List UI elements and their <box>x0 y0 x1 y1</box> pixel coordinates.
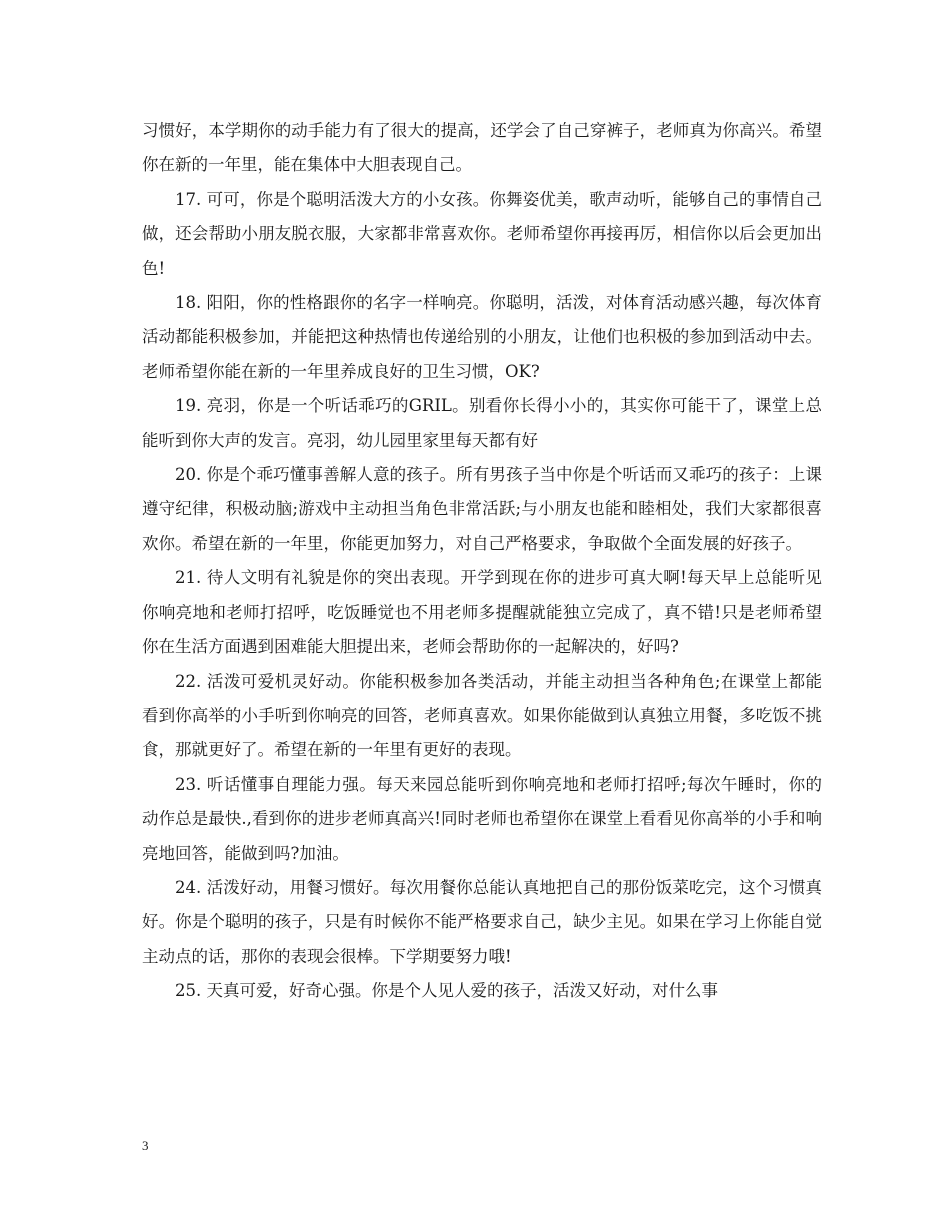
paragraph-item-25: 25. 天真可爱，好奇心强。你是个人见人爱的孩子，活泼又好动，对什么事 <box>175 981 718 1001</box>
paragraph-item-17: 17. 可可，你是个聪明活泼大方的小女孩。你舞姿优美，歌声动听，能够自己的事情自己做，还会帮助小朋友脱衣服，大家都非常喜欢你。老师希望你再接再厉，相信你以后会更加出色! <box>142 189 822 278</box>
paragraph-item-24: 24. 活泼好动，用餐习惯好。每次用餐你总能认真地把自己的那份饭菜吃完，这个习惯真好。你是个聪明的孩子，只是有时候你不能严格要求自己，缺少主见。如果在学习上你能自觉主动点的话，那你的表现会很棒。下学期要努力哦! <box>142 877 822 966</box>
paragraph-continuation: 习惯好，本学期你的动手能力有了很大的提高，还学会了自己穿裤子，老师真为你高兴。希望你在新的一年里，能在集体中大胆表现自己。 <box>142 121 822 175</box>
paragraph-item-18: 18. 阳阳，你的性格跟你的名字一样响亮。你聪明，活泼，对体育活动感兴趣，每次体育活动都能积极参加，并能把这种热情也传递给别的小朋友，让他们也积极的参加到活动中去。老师希望你能在新的一年里养成良好的卫生习惯，OK? <box>142 293 822 381</box>
document-body <box>142 114 822 1009</box>
paragraph-item-22: 22. 活泼可爱机灵好动。你能积极参加各类活动，并能主动担当各种角色;在课堂上都能看到你高举的小手听到你响亮的回答，老师真喜欢。如果你能做到认真独立用餐，多吃饭不挑食，那就更好了。希望在新的一年里有更好的表现。 <box>142 671 822 760</box>
paragraph-item-19: 19. 亮羽，你是一个听话乖巧的GRIL。别看你长得小小的，其实你可能干了，课堂上总能听到你大声的发言。亮羽，幼儿园里家里每天都有好 <box>142 396 822 450</box>
paragraph-item-20: 20. 你是个乖巧懂事善解人意的孩子。所有男孩子当中你是个听话而又乖巧的孩子：上课遵守纪律，积极动脑;游戏中主动担当角色非常活跃;与小朋友也能和睦相处，我们大家都很喜欢你。希望在新的一年里，你能更加努力，对自己严格要求，争取做个全面发展的好孩子。 <box>142 465 822 553</box>
paragraph-item-21: 21. 待人文明有礼貌是你的突出表现。开学到现在你的进步可真大啊!每天早上总能听见你响亮地和老师打招呼，吃饭睡觉也不用老师多提醒就能独立完成了，真不错!只是老师希望你在生活方面遇到困难能大胆提出来，老师会帮助你的一起解决的，好吗? <box>142 568 822 657</box>
paragraph-item-23: 23. 听话懂事自理能力强。每天来园总能听到你响亮地和老师打招呼;每次午睡时，你的动作总是最快.,看到你的进步老师真高兴!同时老师也希望你在课堂上看看见你高举的小手和响亮地回答，能做到吗?加油。 <box>142 774 822 863</box>
page-number: 3 <box>142 1138 149 1153</box>
